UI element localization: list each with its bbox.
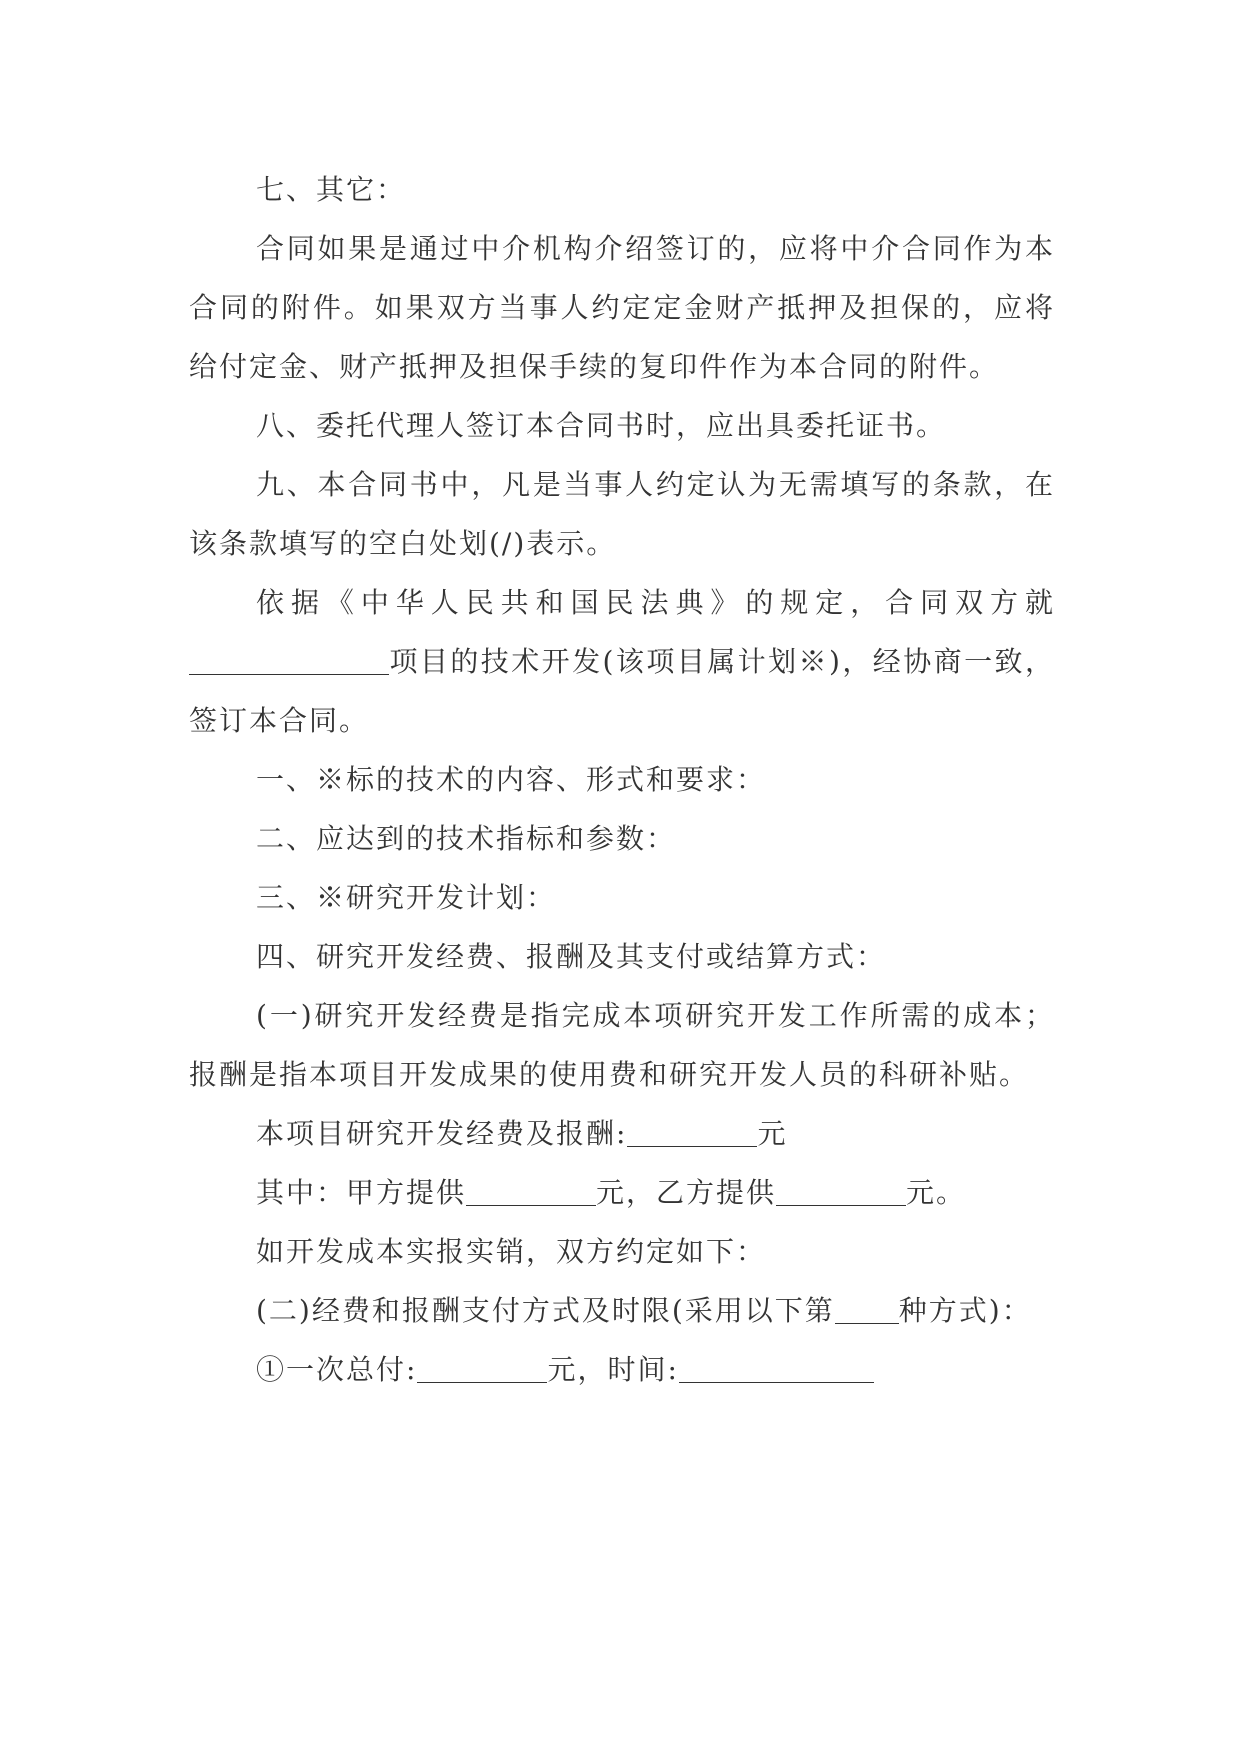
item-4-sub-2-suffix: 种方式)： <box>898 1294 1032 1327</box>
lump-sum-mid: 元，时间: <box>547 1353 679 1386</box>
item-4-sub-1: (一)研究开发经费是指完成本项研究开发工作所需的成本；报酬是指本项目开发成果的使用费和研究开发人员的科研补贴。 <box>189 999 1055 1091</box>
preamble <box>189 573 1055 750</box>
item-4: 四、研究开发经费、报酬及其支付或结算方式： <box>256 940 887 973</box>
fee-unit: 元 <box>757 1117 788 1150</box>
item-1: 一、※标的技术的内容、形式和要求： <box>256 763 767 796</box>
preamble-part-1: 依据《中华人民共和国民法典》的规定，合同双方就 <box>256 586 1055 619</box>
lump-sum-line <box>189 1340 1055 1399</box>
contract-text <box>189 160 1055 1399</box>
payment-type-blank <box>835 1293 899 1324</box>
section-9: 九、本合同书中，凡是当事人约定认为无需填写的条款，在该条款填写的空白处划(/)表示。 <box>189 468 1055 560</box>
section-7-body: 合同如果是通过中介机构介绍签订的，应将中介合同作为本合同的附件。如果双方当事人约定定金财产抵押及担保的，应将给付定金、财产抵押及担保手续的复印件作为本合同的附件。 <box>189 232 1055 383</box>
split-mid: 元，乙方提供 <box>596 1176 777 1209</box>
fee-label: 本项目研究开发经费及报酬: <box>256 1117 628 1150</box>
item-4-sub-2-prefix: (二)经费和报酬支付方式及时限(采用以下第 <box>256 1294 835 1327</box>
party-a-amount-blank <box>466 1175 596 1206</box>
split-line <box>189 1163 1055 1222</box>
section-8: 八、委托代理人签订本合同书时，应出具委托证书。 <box>256 409 947 442</box>
preamble-part-2: 项目的技术开发(该项目属计划※)，经协商一致，签订本合同。 <box>189 645 1055 737</box>
fee-line <box>189 1104 1055 1163</box>
split-prefix: 其中：甲方提供 <box>256 1176 467 1209</box>
split-suffix: 元。 <box>906 1176 967 1209</box>
project-name-blank <box>189 644 389 675</box>
actual-cost-line: 如开发成本实报实销，双方约定如下： <box>256 1235 767 1268</box>
party-b-amount-blank <box>776 1175 906 1206</box>
item-2: 二、应达到的技术指标和参数： <box>256 822 677 855</box>
item-4-sub-2 <box>189 1281 1055 1340</box>
lump-sum-prefix: ①一次总付: <box>256 1353 418 1386</box>
item-3: 三、※研究开发计划： <box>256 881 557 914</box>
lump-sum-time-blank <box>679 1352 874 1383</box>
section-7-heading: 七、其它： <box>256 173 407 206</box>
lump-sum-amount-blank <box>417 1352 547 1383</box>
fee-amount-blank <box>627 1116 757 1147</box>
